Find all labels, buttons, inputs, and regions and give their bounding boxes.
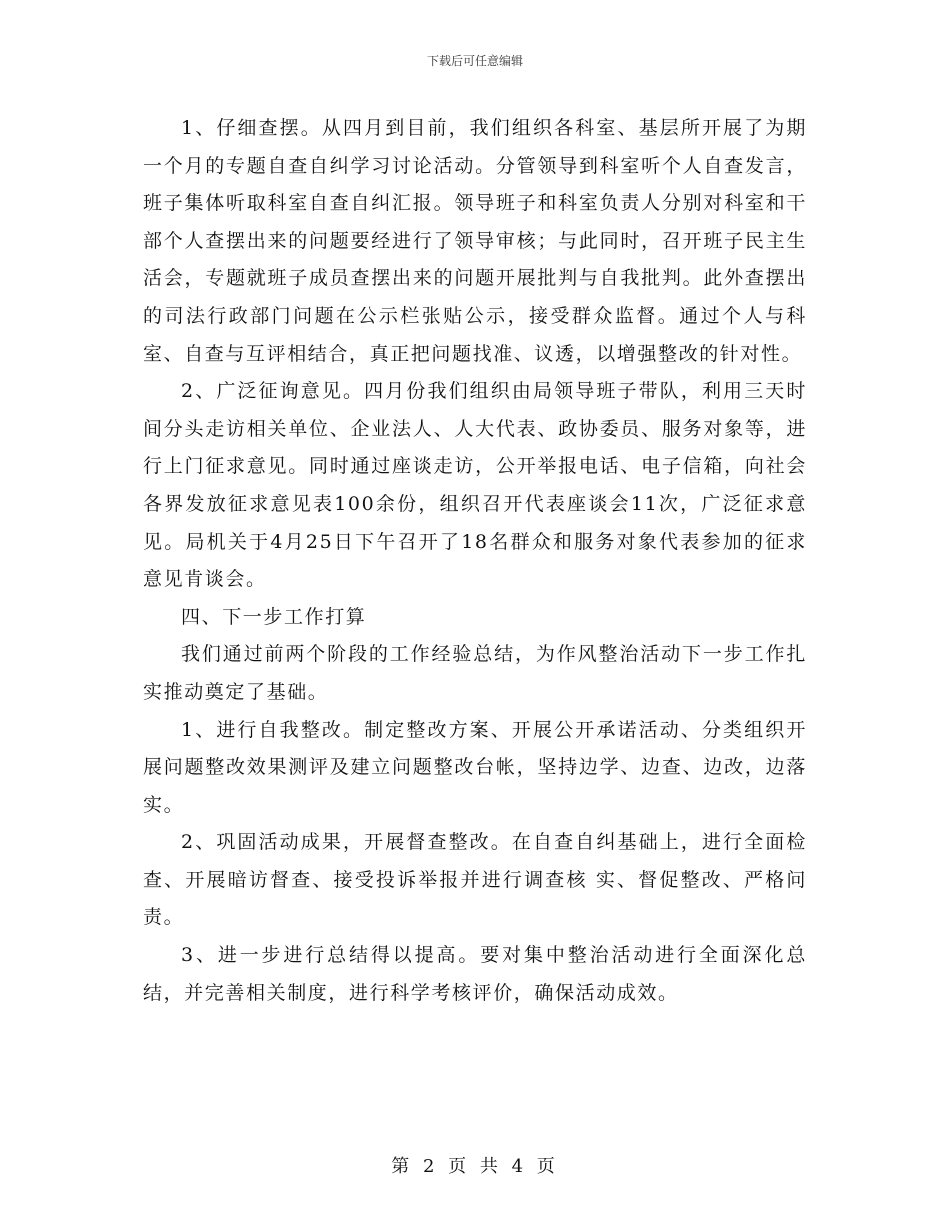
section-heading-next-plan: 四、下一步工作打算 [181, 605, 367, 628]
paragraph-check-problems: 1、仔细查摆。从四月到目前，我们组织各科室、基层所开展了为期一个月的专题自查自纠学习讨论活动。分管领导到科室听个人自查发言，班子集体听取科室自查自纠汇报。领导班子和科室负责人分别对科室和干部个人查摆出来的问题要经进行了领导审核；与此同时，召开班子民主生活会，专题就班子成员查摆出来的问题开展批判与自我批判。此外查摆出的司法行政部门问题在公示栏张贴公示，接受群众监督。通过个人与科室、自查与互评相结合，真正把问题找准、议透，以增强整改的针对性。 [143, 117, 807, 365]
paragraph-self-rectification: 1、进行自我整改。制定整改方案、开展公开承诺活动、分类组织开展问题整改效果测评及建立问题整改台帐，坚持边学、边查、边改，边落实。 [143, 718, 807, 816]
paragraph-next-plan-intro: 我们通过前两个阶段的工作经验总结，为作风整治活动下一步工作扎实推动奠定了基础。 [143, 643, 807, 703]
paragraph-summarize-improve: 3、进一步进行总结得以提高。要对集中整治活动进行全面深化总结，并完善相关制度，进行科学考核评价，确保活动成效。 [143, 944, 807, 1004]
paragraph-solicit-opinions: 2、广泛征询意见。四月份我们组织由局领导班子带队，利用三天时间分头走访相关单位、企业法人、人大代表、政协委员、服务对象等，进行上门征求意见。同时通过座谈走访，公开举报电话、电子信箱，向社会各界发放征求意见表100余份，组织召开代表座谈会11次，广泛征求意见。局机关于4月25日下午召开了18名群众和服务对象代表参加的征求意见肯谈会。 [143, 380, 807, 591]
paragraph-consolidate-results: 2、巩固活动成果，开展督查整改。在自查自纠基础上，进行全面检查、开展暗访督查、接受投诉举报并进行调查核 实、督促整改、严格问责。 [143, 831, 807, 929]
document-body [143, 110, 807, 1012]
page-header-note: 下载后可任意编辑 [426, 54, 523, 68]
page-number-footer: 第 2 页 共 4 页 [391, 1156, 559, 1177]
